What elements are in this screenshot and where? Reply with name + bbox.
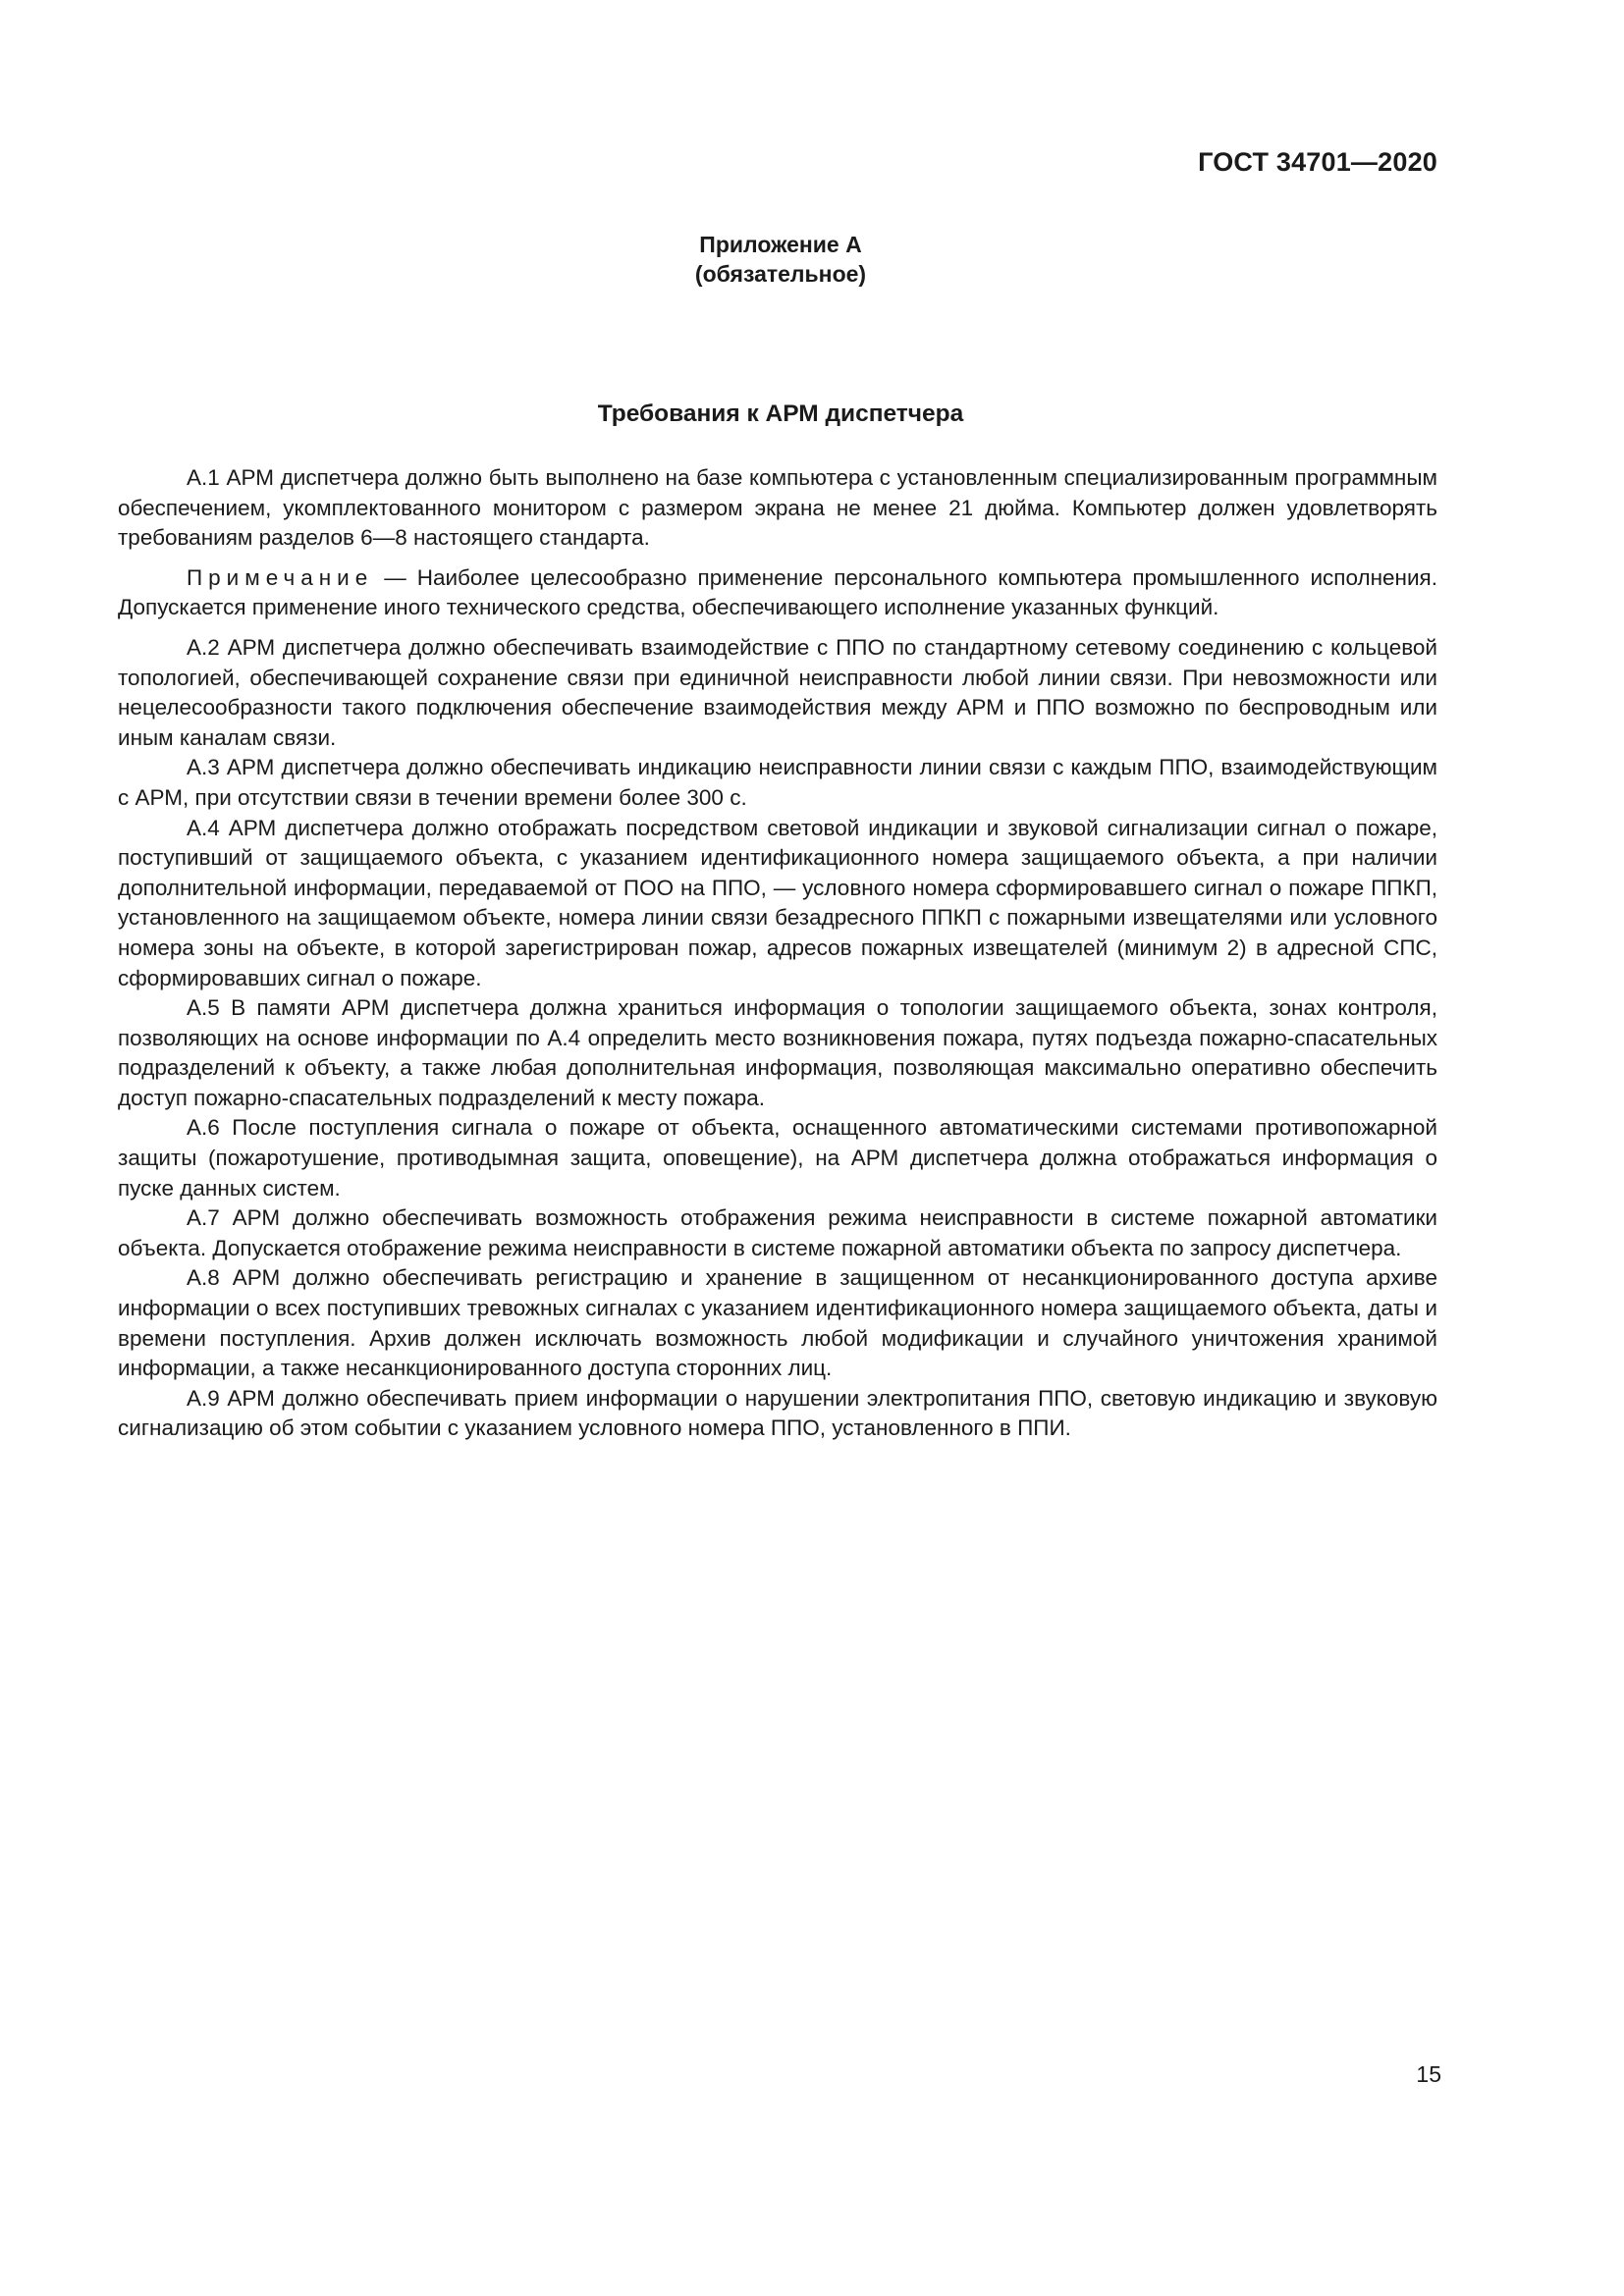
appendix-title: Приложение А [699,232,862,257]
paragraph-a4: А.4 АРМ диспетчера должно отображать посредством световой индикации и звуковой сигнализации сигнал о пожаре, поступивший от защищаемого объекта, с указанием идентификационного номера защищаемого объекта, а при наличии дополнительной информации, передаваемой от ПОО на ППО, — условного номера сформировавшего сигнал о пожаре ППКП, установленного на защищаемом объекте, номера линии связи безадресного ППКП с пожарными извещателями или условного номера зоны на объекте, в которой зарегистрирован пожар, адресов пожарных извещателей (минимум 2) в адресной СПС, сформировавших сигнал о пожаре. [118,815,1437,990]
appendix-status: (обязательное) [694,261,867,287]
paragraph-a5: А.5 В памяти АРМ диспетчера должна храниться информация о топологии защищаемого объекта, зонах контроля, позволяющих на основе информации по А.4 определить место возникновения пожара, путях подъезда пожарно-спасательных подразделений к объекту, а также любая дополнительная информация, позволяющая максимально оперативно обеспечить доступ пожарно-спасательных подразделений к месту пожара. [118,995,1437,1110]
paragraph-a9: А.9 АРМ должно обеспечивать прием информации о нарушении электропитания ППО, световую индикацию и звуковую сигнализацию об этом событии с указанием условного номера ППО, установленного в ППИ. [118,1385,1437,1441]
page-number: 15 [1416,2061,1441,2087]
appendix-heading [0,230,1561,289]
paragraph-a3: А.3 АРМ диспетчера должно обеспечивать индикацию неисправности линии связи с каждым ППО, взаимодействующим с АРМ, при отсутствии связи в течении времени более 300 с. [118,755,1437,810]
note-label: Примечание [187,564,374,590]
paragraph-a6: А.6 После поступления сигнала о пожаре от объекта, оснащенного автоматическими системами противопожарной защиты (пожаротушение, противодымная защита, оповещение), на АРМ диспетчера должна отображаться информация о пуске данных систем. [118,1115,1437,1201]
paragraph-a8: А.8 АРМ должно обеспечивать регистрацию и хранение в защищенном от несанкционированного доступа архиве информации о всех поступивших тревожных сигналах с указанием идентификационного номера защищаемого объекта, даты и времени поступления. Архив должен исключать возможность любой модификации и случайного уничтожения хранимой информации, а также несанкционированного доступа сторонних лиц. [118,1265,1437,1381]
paragraph-a2: А.2 АРМ диспетчера должно обеспечивать взаимодействие с ППО по стандартному сетевому соединению с кольцевой топологией, обеспечивающей сохранение связи при единичной неисправности любой линии связи. При невозможности или нецелесообразности такого подключения обеспечение взаимодействия между АРМ и ППО возможно по беспроводным или иным каналам связи. [118,634,1437,750]
document-code: ГОСТ 34701—2020 [1198,147,1437,177]
note-paragraph [118,563,1437,623]
section-title: Требования к АРМ диспетчера [597,400,964,427]
note-text: — Наиболее целесообразно применение персонального компьютера промышленного исполнения. Допускается применение иного технического средства, обеспечивающего исполнение указанных функций. [118,564,1437,620]
paragraph-a7: А.7 АРМ должно обеспечивать возможность отображения режима неисправности в системе пожарной автоматики объекта. Допускается отображение режима неисправности в системе пожарной автоматики объекта по запросу диспетчера. [118,1205,1437,1260]
document-body [118,463,1437,1444]
paragraph-a1: А.1 АРМ диспетчера должно быть выполнено на базе компьютера с установленным специализированным программным обеспечением, укомплектованного монитором с размером экрана не менее 21 дюйма. Компьютер должен удовлетворять требованиям разделов 6—8 настоящего стандарта. [118,465,1437,551]
